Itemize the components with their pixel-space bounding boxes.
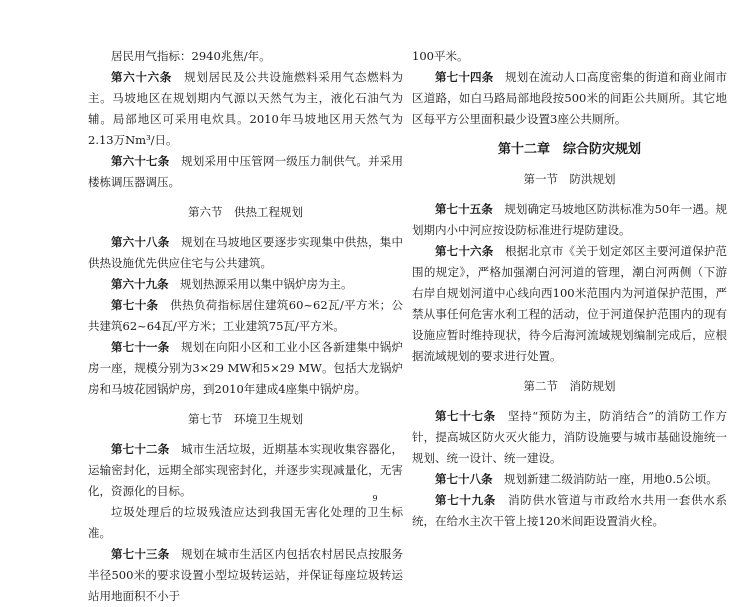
article-text: 规划在城市生活区内包括农村居民点按服务半径500米的要求设置小型垃圾转运站，并保证每座垃圾转运站用地面积不小于 (88, 547, 403, 603)
article-label: 第七十八条 (435, 472, 493, 486)
article-text: 供热负荷指标居住建筑60~62瓦/平方米；公共建筑62~64瓦/平方米；工业建筑75瓦/平方米。 (88, 298, 403, 333)
article-78 (412, 469, 727, 490)
section-heading: 第六节 供热工程规划 (188, 205, 303, 219)
article-label: 第七十条 (111, 298, 159, 312)
article-text: 根据北京市《关于划定郊区主要河道保护范围的规定》，严格加强潮白河河道的管理，潮白河两侧（下游右岸自规划河道中心线向西100米范围内为河道保护范围，严禁从事任何危害水利工程的活动，位于河道保护范围内的现有设施应暂时维持现状，待今后海河流域规划编制完成后，应根据流域规划的要求进行处置。 (412, 244, 727, 363)
article-71 (88, 337, 403, 400)
article-text: 规划在马坡地区要逐步实现集中供热，集中供热设施优先供应住宅与公共建筑。 (88, 235, 403, 270)
article-label: 第六十八条 (111, 235, 170, 249)
section-heading: 第二节 消防规划 (523, 379, 616, 393)
paragraph: 居民用气指标：2940兆焦/年。 (111, 49, 271, 63)
article-text: 坚持“预防为主，防消结合”的消防工作方针，提高城区防火灭火能力，消防设施要与城市基础设施统一规划、统一设计、统一建设。 (412, 409, 727, 465)
article-76 (412, 241, 727, 367)
article-text: 规划在流动人口高度密集的街道和商业闹市区道路，如白马路局部地段按500米的间距公共厕所。其它地区每平方公里面积最少设置3座公共厕所。 (412, 70, 727, 126)
article-text: 规划确定马坡地区防洪标准为50年一遇。规划期内小中河应按设防标准进行堤防建设。 (412, 202, 728, 237)
article-70 (88, 295, 403, 337)
article-label: 第六十六条 (111, 70, 172, 84)
article-label: 第七十二条 (111, 442, 170, 456)
right-column (412, 46, 727, 532)
page-number: 9 (372, 494, 378, 503)
article-69 (88, 274, 403, 295)
article-label: 第七十七条 (435, 409, 496, 423)
article-text: 城市生活垃圾，近期基本实现收集容器化，运输密封化，远期全部实现密封化，并逐步实现减量化，无害化，资源化的目标。 (88, 442, 403, 498)
article-text: 规划在向阳小区和工业小区各新建集中锅炉房一座，规模分别为3×29 MW和5×29 MW。包括大龙锅炉房和马坡花园锅炉房，到2010年建成4座集中锅炉房。 (88, 340, 403, 396)
article-72 (88, 439, 403, 502)
article-67 (88, 151, 403, 193)
article-label: 第七十五条 (435, 202, 493, 216)
article-77 (412, 406, 727, 469)
article-label: 第六十七条 (111, 154, 170, 168)
left-column (88, 46, 403, 607)
article-68 (88, 232, 403, 274)
article-75 (412, 199, 727, 241)
article-74 (412, 67, 727, 130)
article-text: 规划居民及公共设施燃料采用气态燃料为主。马坡地区在规划期内气源以天然气为主，液化石油气为辅。局部地区可采用电炊具。2010年马坡地区用天然气为2.13万Nm³/日。 (88, 70, 404, 147)
section-heading: 第七节 环境卫生规划 (188, 412, 303, 426)
article-text: 规划新建二级消防站一座，用地0.5公顷。 (492, 472, 718, 486)
article-text: 消防供水管道与市政给水共用一套供水系统，在给水主次干管上接120米间距设置消火栓。 (412, 493, 728, 528)
article-label: 第七十三条 (111, 547, 170, 561)
article-text: 规划采用中压管网一级压力制供气。并采用楼栋调压器调压。 (88, 154, 403, 189)
chapter-heading: 第十二章 综合防灾规划 (497, 142, 641, 157)
article-label: 第七十一条 (111, 340, 170, 354)
section-heading: 第一节 防洪规划 (523, 172, 616, 186)
paragraph: 垃圾处理后的垃圾残渣应达到我国无害化处理的卫生标准。 (88, 505, 403, 540)
paragraph: 100平米。 (412, 49, 469, 63)
article-label: 第七十九条 (435, 493, 496, 507)
article-label: 第七十四条 (435, 70, 494, 84)
article-label: 第七十六条 (435, 244, 494, 258)
article-73 (88, 544, 403, 607)
article-66 (88, 67, 403, 151)
article-text: 规划热源采用以集中锅炉房为主。 (168, 277, 353, 291)
article-label: 第六十九条 (111, 277, 169, 291)
